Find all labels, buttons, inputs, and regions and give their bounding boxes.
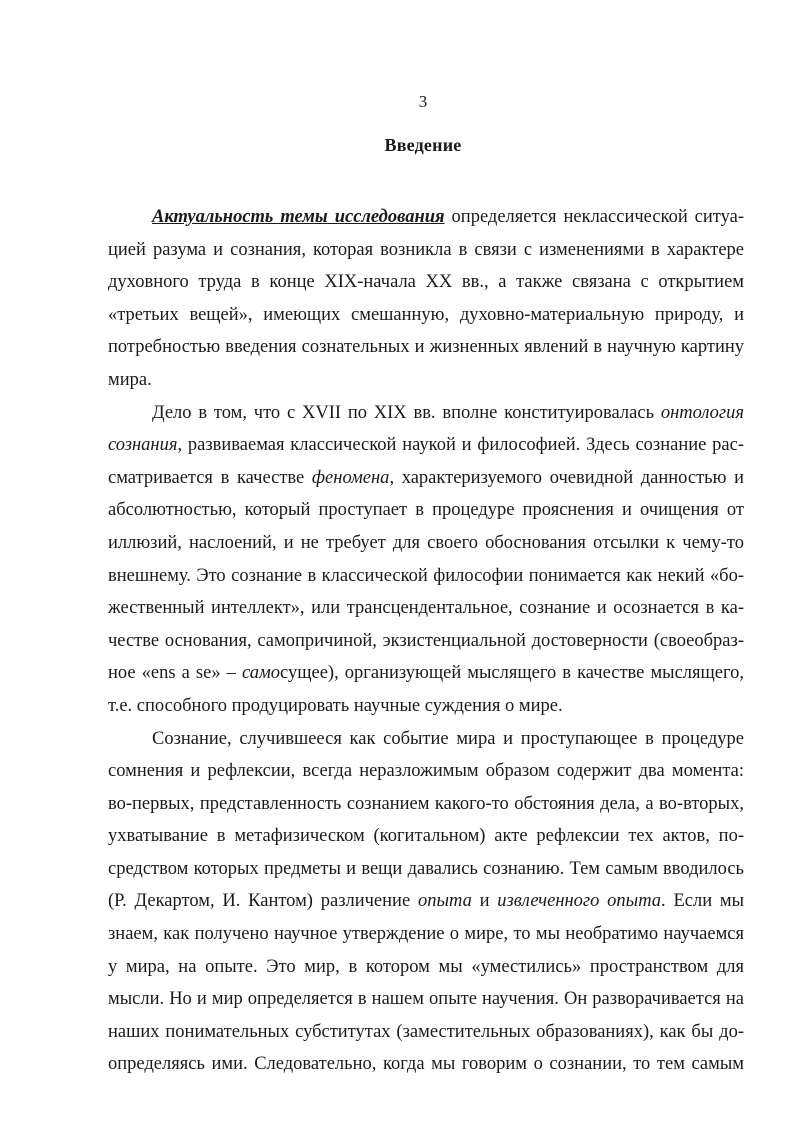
paragraph-3-line-2: сомнения и рефлексии, всегда неразложимым образом содержит два момента: bbox=[108, 761, 744, 782]
topic-heading: Актуальность темы исследования bbox=[152, 207, 445, 227]
paragraph-3-line-8: у мира, на опыте. Это мир, в котором мы «уместились» пространством для bbox=[108, 956, 744, 977]
paragraph-2-line-4: абсолютностью, который проступает в процедуре прояснения и очищения от bbox=[108, 500, 744, 521]
paragraph-2-line-3: сматривается в качестве феномена, характеризуемого очевидной данностью и bbox=[108, 467, 744, 488]
paragraph-3-line-4: ухватывание в метафизическом (когитальном) акте рефлексии тех актов, по- bbox=[108, 826, 744, 847]
paragraph-1-line-6: мира. bbox=[108, 369, 152, 390]
paragraph-2-line-10: т.е. способного продуцировать научные суждения о мире. bbox=[108, 695, 563, 716]
paragraph-3-line-5: средством которых предметы и вещи давались сознанию. Тем самым вводилось bbox=[108, 858, 744, 879]
emphasis-extracted-experience: извлеченного опыта bbox=[497, 891, 662, 912]
paragraph-2-line-6: внешнему. Это сознание в классической философии понимается как некий «бо- bbox=[108, 565, 744, 586]
emphasis-ontology: онтология bbox=[660, 402, 744, 423]
body-text bbox=[108, 201, 744, 1081]
paragraph-1-line-1: Актуальность темы исследования определяется неклассической ситуа- bbox=[152, 207, 744, 227]
emphasis-self: само bbox=[241, 663, 281, 684]
paragraph-1-line-3: духовного труда в конце XIX-начала XX вв., а также связана с открытием bbox=[108, 272, 744, 293]
paragraph-2-line-2: сознания, развиваемая классической наукой и философией. Здесь сознание рас- bbox=[108, 435, 744, 456]
paragraph-1-line-4: «третьих вещей», имеющих смешанную, духовно-материальную природу, и bbox=[108, 304, 744, 325]
paragraph-3-line-9: мысли. Но и мир определяется в нашем опыте научения. Он разворачивается на bbox=[108, 989, 744, 1010]
paragraph-2-line-1: Дело в том, что с XVII по XIX вв. вполне конституировалась онтология bbox=[152, 402, 744, 423]
paragraph-3-line-3: во-первых, представленность сознанием какого-то обстояния дела, а во-вторых, bbox=[108, 793, 744, 814]
paragraph-3-line-7: знаем, как получено научное утверждение о мире, то мы необратимо научаемся bbox=[108, 924, 744, 945]
emphasis-phenomenon: феномена bbox=[311, 467, 390, 488]
paragraph-2-line-8: честве основания, самопричиной, экзистенциальной достоверности (своеобраз- bbox=[108, 630, 744, 651]
paragraph-3-line-10: наших понимательных субститутах (заместительных образованиях), как бы до- bbox=[108, 1021, 744, 1042]
paragraph-2-line-5: иллюзий, наслоений, и не требует для своего обоснования отсылки к чему-то bbox=[108, 532, 744, 553]
page-number: 3 bbox=[418, 92, 428, 111]
paragraph-3-line-11: определяясь ими. Следовательно, когда мы говорим о сознании, то тем самым bbox=[108, 1054, 744, 1075]
emphasis-consciousness: сознания bbox=[108, 435, 178, 456]
section-title: Введение bbox=[384, 135, 462, 155]
paragraph-2-line-9: ное «ens a se» – самосущее), организующей мыслящего в качестве мыслящего, bbox=[108, 663, 744, 684]
paragraph-1-line-5: потребностью введения сознательных и жизненных явлений в научную картину bbox=[108, 337, 744, 358]
paragraph-3-line-6: (Р. Декартом, И. Кантом) различение опыта и извлеченного опыта. Если мы bbox=[108, 891, 744, 912]
paragraph-2-line-7: жественный интеллект», или трансцендентальное, сознание и осознается в ка- bbox=[108, 598, 744, 619]
paragraph-1-line-2: цией разума и сознания, которая возникла в связи с изменениями в характере bbox=[108, 239, 744, 260]
emphasis-experience: опыта bbox=[417, 891, 472, 912]
paragraph-3-line-1: Сознание, случившееся как событие мира и проступающее в процедуре bbox=[152, 728, 744, 749]
